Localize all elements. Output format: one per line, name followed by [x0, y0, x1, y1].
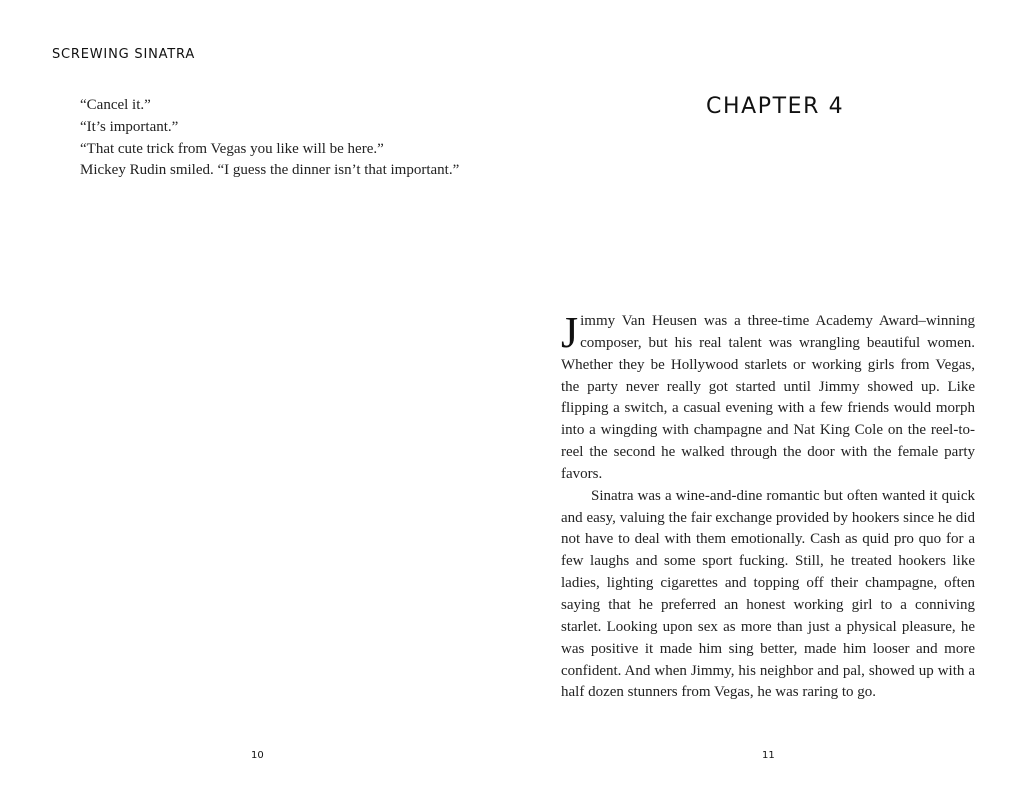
chapter-body [561, 308, 975, 704]
page-number-left: 10 [251, 750, 264, 761]
paragraph-2: Sinatra was a wine-and-dine romantic but often wanted it quick and easy, valuing the fair exchange provided by hookers since he did not have to deal with them emotionally. Cash as quid pro quo for a few laughs and some sport fucking. Still, he treated hookers like ladies, lighting cigarettes and topping off their champagne, often saying that he preferred an honest working girl to a conniving starlet. Looking upon sex as more than just a physical pleasure, he was positive it made him sing better, made him looser and more confident. And when Jimmy, his neighbor and pal, showed up with a half dozen stunners from Vegas, he was raring to go. [561, 487, 975, 701]
running-head: SCREWING SINATRA [52, 47, 196, 62]
paragraph-1-text: immy Van Heusen was a three-time Academy Award–winning composer, but his real talent was wrangling beautiful women. Whether they be Hollywood starlets or working girls from Vegas, the party never really got started until Jimmy showed up. Like flipping a switch, a casual evening with a few friends would morph into a wingding with champagne and Nat King Cole on the reel-to-reel the second he walked through the door with the female party favors. [561, 313, 975, 482]
dialogue-line: Mickey Rudin smiled. “I guess the dinner isn’t that important.” [80, 162, 460, 179]
paragraph-1 [561, 308, 975, 486]
dialogue-line: “It’s important.” [80, 118, 179, 135]
drop-cap: J [561, 308, 579, 357]
chapter-title: CHAPTER 4 [706, 94, 845, 119]
dialogue-line: “Cancel it.” [80, 97, 151, 113]
page-number-right: 11 [762, 750, 775, 761]
dialogue-block [80, 95, 500, 182]
dialogue-line: “That cute trick from Vegas you like will be here.” [80, 140, 384, 157]
